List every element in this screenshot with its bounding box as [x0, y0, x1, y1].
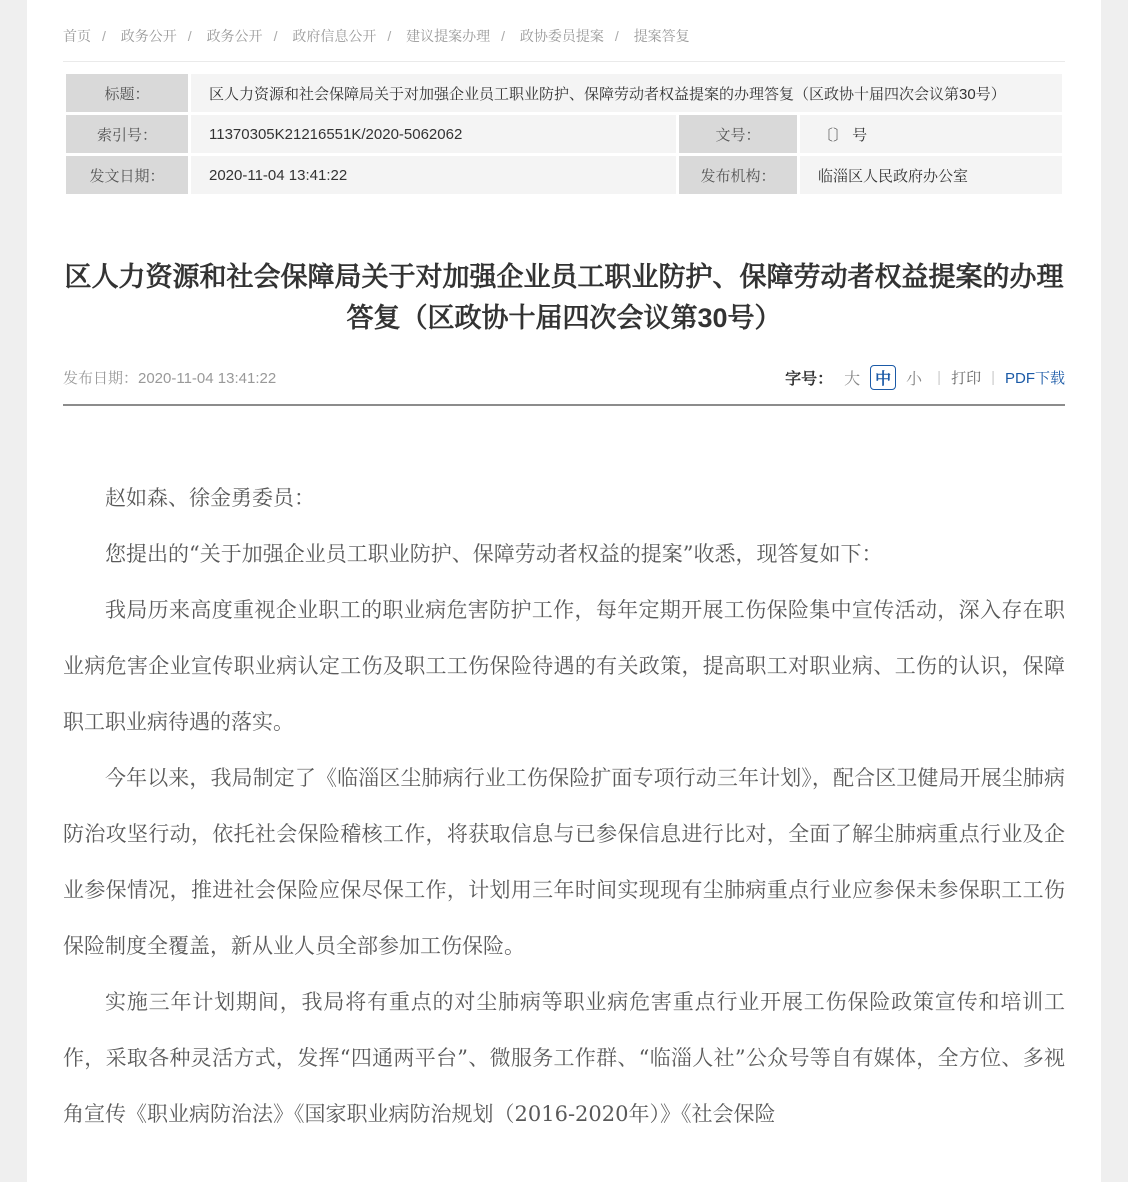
- print-button[interactable]: 打印: [951, 370, 982, 387]
- meta-title-label: 标题：: [66, 74, 188, 112]
- breadcrumb-segment: [520, 28, 630, 44]
- breadcrumb-item[interactable]: 政务公开: [206, 28, 263, 44]
- toolbar-separator: |: [937, 369, 942, 386]
- breadcrumb-segment: [292, 28, 402, 44]
- article-paragraph: 我局历来高度重视企业职工的职业病危害防护工作，每年定期开展工伤保险集中宣传活动，深入存在职业病危害企业宣传职业病认定工伤及职工工伤保险待遇的有关政策，提高职工对职业病、工伤的认识，保障职工职业病待遇的落实。: [63, 598, 1065, 734]
- breadcrumb-separator: /: [187, 28, 192, 44]
- meta-index-value: 11370305K21216551K/2020-5062062: [191, 115, 676, 153]
- meta-docnum-value: 〔〕 号: [800, 115, 1062, 153]
- breadcrumb-separator: /: [614, 28, 619, 44]
- breadcrumb: [63, 0, 1065, 62]
- page-title: 区人力资源和社会保障局关于对加强企业员工职业防护、保障劳动者权益提案的办理答复（区政协十届四次会议第30号）: [64, 262, 1064, 333]
- meta-row-index: [66, 115, 1062, 153]
- breadcrumb-segment: [634, 28, 690, 44]
- article-toolbar: [63, 365, 1065, 406]
- meta-date-label: 发文日期：: [66, 156, 188, 194]
- meta-index-label: 索引号：: [66, 115, 188, 153]
- meta-title-value: 区人力资源和社会保障局关于对加强企业员工职业防护、保障劳动者权益提案的办理答复（区政协十届四次会议第30号）: [191, 74, 1062, 112]
- breadcrumb-segment: [121, 28, 203, 44]
- breadcrumb-item[interactable]: 政协委员提案: [519, 28, 604, 44]
- article-paragraph: 今年以来，我局制定了《临淄区尘肺病行业工伤保险扩面专项行动三年计划》，配合区卫健局开展尘肺病防治攻坚行动，依托社会保险稽核工作，将获取信息与已参保信息进行比对，全面了解尘肺病重点行业及企业参保情况，推进社会保险应保尽保工作，计划用三年时间实现现有尘肺病重点行业应参保未参保职工工伤保险制度全覆盖，新从业人员全部参加工伤保险。: [63, 766, 1065, 958]
- meta-date-value: 2020-11-04 13:41:22: [191, 156, 676, 194]
- breadcrumb-item[interactable]: 建议提案办理: [406, 28, 491, 44]
- font-size-small-button[interactable]: 小: [906, 371, 923, 388]
- breadcrumb-segment: [207, 28, 289, 44]
- breadcrumb-item[interactable]: 提案答复: [633, 28, 690, 44]
- font-size-label: 字号：: [785, 371, 834, 388]
- meta-row-title: [66, 74, 1062, 112]
- breadcrumb-segment: [406, 28, 516, 44]
- breadcrumb-separator: /: [102, 28, 106, 44]
- breadcrumb-item[interactable]: 政务公开: [120, 28, 177, 44]
- article-body: [63, 470, 1065, 1142]
- meta-row-date: [66, 156, 1062, 194]
- article-paragraph: 赵如森、徐金勇委员：: [105, 486, 315, 510]
- breadcrumb-separator: /: [501, 28, 506, 44]
- breadcrumb-item[interactable]: 首页: [63, 28, 91, 44]
- breadcrumb-segment: [63, 28, 117, 44]
- breadcrumb-separator: /: [387, 28, 392, 44]
- publish-date: 发布日期：2020-11-04 13:41:22: [63, 370, 277, 387]
- meta-agency-label: 发布机构：: [679, 156, 797, 194]
- font-size-medium-button[interactable]: 中: [870, 365, 896, 390]
- meta-docnum-label: 文号：: [679, 115, 797, 153]
- toolbar-actions: [785, 365, 1065, 390]
- meta-agency-value: 临淄区人民政府办公室: [800, 156, 1062, 194]
- article-paragraph: 您提出的“关于加强企业员工职业防护、保障劳动者权益的提案”收悉，现答复如下：: [105, 542, 883, 566]
- article-paragraph: 实施三年计划期间，我局将有重点的对尘肺病等职业病危害重点行业开展工伤保险政策宣传和培训工作，采取各种灵活方式，发挥“四通两平台”、微服务工作群、“临淄人社”公众号等自有媒体，全方位、多视角宣传《职业病防治法》《国家职业病防治规划（2016-2020年）》《社会保险: [63, 990, 1065, 1126]
- breadcrumb-item[interactable]: 政府信息公开: [292, 28, 377, 44]
- document-meta-table: [63, 71, 1065, 197]
- toolbar-separator: |: [991, 369, 995, 386]
- font-size-large-button[interactable]: 大: [844, 371, 861, 388]
- content-card: [27, 0, 1101, 1182]
- pdf-download-button[interactable]: PDF下载: [1004, 370, 1065, 387]
- breadcrumb-separator: /: [273, 28, 278, 44]
